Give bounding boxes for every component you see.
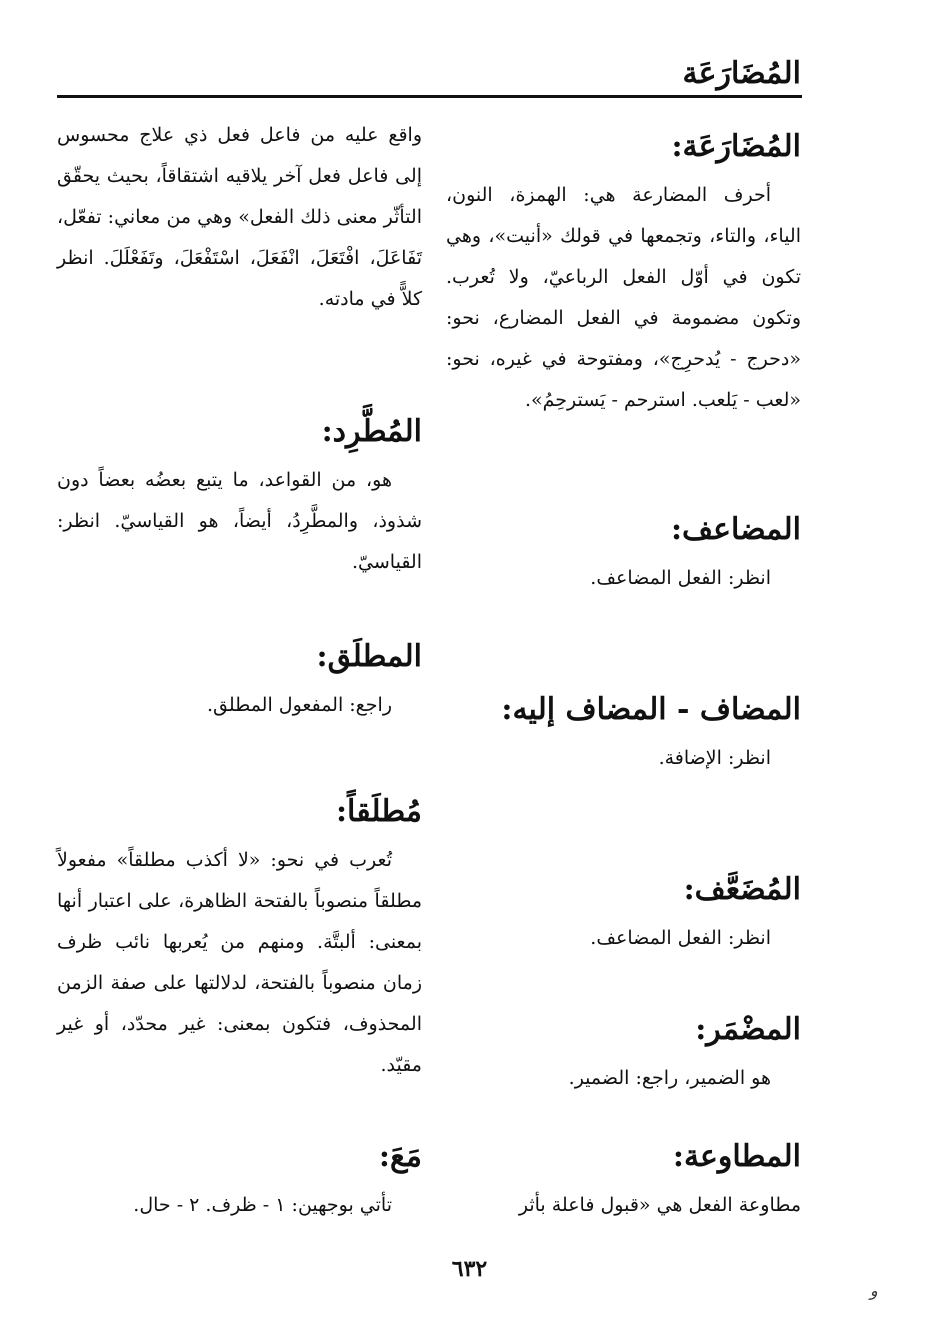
entry-definition: انظر: الإضافة. [658,747,771,769]
entry-headword: مَعَ: [378,1139,422,1174]
page-number: ٦٣٢ [451,1256,488,1282]
entry-headword: المُضَعَّف: [683,872,801,907]
entry-headword: المضاف - المضاف إليه: [501,692,801,727]
entry-headword: المُضَارَعَة: [671,129,801,164]
entry-headword: المضْمَر: [695,1012,801,1047]
entry-mudmar [446,1008,801,1099]
entry-headword: المضاعف: [670,512,801,547]
entry-headword: المطلَق: [316,639,422,674]
entry-mutlaq [57,635,422,726]
entry-mudaaaf [446,868,801,959]
entry-definition: تأتي بوجهين: ١ - ظرف. ٢ - حال. [133,1194,392,1216]
entry-mutawaa [446,1135,801,1226]
entry-definition: واقع عليه من فاعل فعل ذي علاج محسوس إلى فاعل فعل آخر يلاقيه اشتقاقاً، بحيث يحقّق التأثّر معنى ذلك الفعل» وهي من معاني: تفعّل، تَفَاعَلَ، افْتَعَلَ، انْفَعَلَ، اسْتَفْعَلَ، وتَفَعْلَلَ. انظر كلاًّ في مادته. [57,124,422,310]
header-rule [57,95,802,98]
running-title: المُضَارَعَة [682,56,801,91]
corner-mark: و [870,1281,878,1300]
entry-definition: مطاوعة الفعل هي «قبول فاعلة بأثر [518,1194,801,1216]
entry-maa [57,1135,422,1226]
entry-definition: راجع: المفعول المطلق. [206,694,392,716]
entry-headword: المُطَّرِد: [321,414,422,449]
entry-definition: أحرف المضارعة هي: الهمزة، النون، الياء، والتاء، وتجمعها في قولك «أنيت»، وهي تكون في أوّل الفعل الرباعيّ، ولا تُعرب. وتكون مضمومة في الفعل المضارع، نحو: «دحرج - يُدحرِج»، ومفتوحة في غيره، نحو: «لعب - يَلعب. استرحم - يَسترحِمُ». [446,184,801,411]
entry-mudaraa [446,125,801,421]
entry-definition: هو الضمير، راجع: الضمير. [568,1067,771,1089]
entry-definition: تُعرب في نحو: «لا أكذب مطلقاً» مفعولاً مطلقاً منصوباً بالفتحة الظاهرة، على اعتبار أنها بمعنى: ألبتَّة. ومنهم من يُعربها نائب ظرف زمان منصوباً بالفتحة، لدلالتها على صفة الزمن المحذوف، فتكون بمعنى: غير محدّد، أو غير مقيّد. [57,849,422,1076]
entry-muttarid [57,410,422,583]
entry-definition: هو، من القواعد، ما يتبع بعضُه بعضاً دون شذوذ، والمطَّرِدُ، أيضاً، هو القياسيّ. انظر: القياسيّ. [57,469,422,573]
entry-headword: المطاوعة: [672,1139,801,1174]
entry-mutawaa-continued [57,115,422,320]
entry-definition: انظر: الفعل المضاعف. [590,927,771,949]
entry-mutlaqan [57,790,422,1086]
entry-headword: مُطلَقاً: [335,794,422,829]
entry-mudaaf-ilayh [446,688,801,779]
entry-mudaaf-fi [446,508,801,599]
entry-definition: انظر: الفعل المضاعف. [590,567,771,589]
